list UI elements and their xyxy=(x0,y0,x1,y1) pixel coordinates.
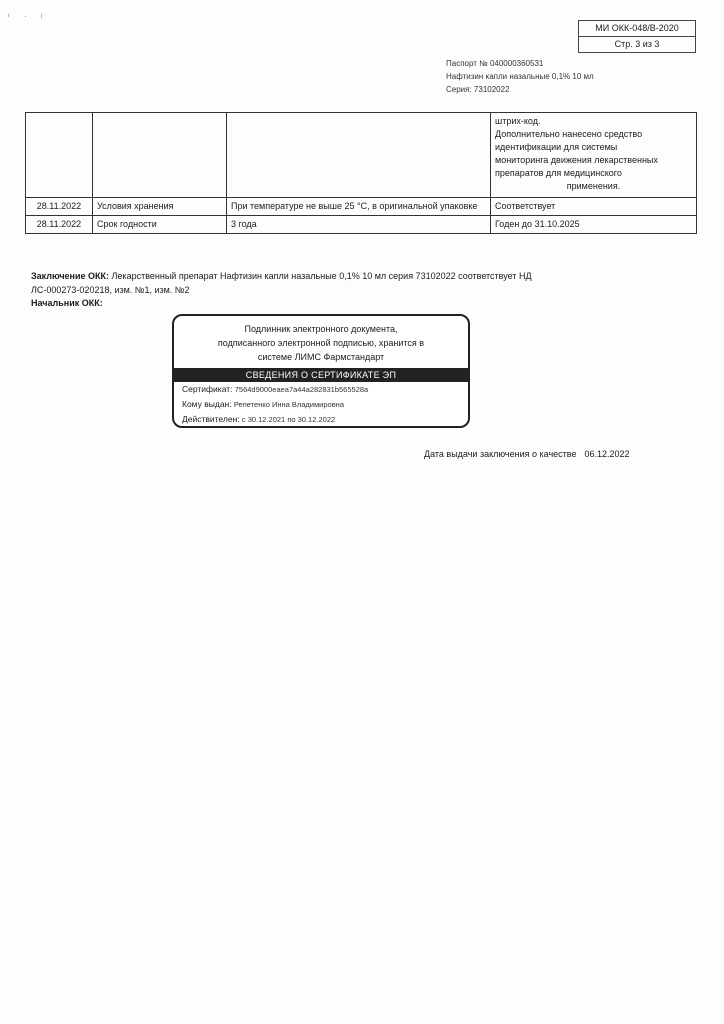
conclusion-text: Лекарственный препарат Нафтизин капли назальные 0,1% 10 мл серия 73102022 соответствует НД ЛС-000273-020218, изм. №1, изм. №2 xyxy=(31,271,532,295)
table-cell-date: 28.11.2022 xyxy=(26,216,93,234)
table-cell-result: Годен до 31.10.2025 xyxy=(491,216,697,234)
certificate-label: Сертификат: xyxy=(182,384,233,394)
table-cell-name: Условия хранения xyxy=(93,198,227,216)
validity-value: с 30.12.2021 по 30.12.2022 xyxy=(241,415,336,424)
issue-date-value: 06.12.2022 xyxy=(584,449,630,459)
result-line: штрих-код. xyxy=(495,116,541,126)
table-cell-requirement xyxy=(227,113,491,198)
table-cell-date: 28.11.2022 xyxy=(26,198,93,216)
validity-label: Действителен: xyxy=(182,414,240,424)
passport-number: Паспорт № 040000360531 xyxy=(446,59,544,68)
series-number: Серия: 73102022 xyxy=(446,85,510,94)
passport-info xyxy=(446,57,594,96)
table-cell-result xyxy=(491,113,697,198)
stamp-line: подписанного электронной подписью, хранится в xyxy=(217,338,425,348)
document-code: МИ ОКК-048/В-2020 xyxy=(595,23,679,33)
result-line: применения. xyxy=(566,181,621,191)
certificate-value: 7564d9000eaea7a44a282831b565528a xyxy=(234,385,369,394)
e-signature-stamp xyxy=(172,314,470,428)
result-line: мониторинга движения лекарственных xyxy=(495,155,658,165)
issued-to-row xyxy=(174,397,468,412)
document-code-box xyxy=(578,20,696,53)
scan-corner-marks: ʳ · ʲ xyxy=(8,12,49,21)
issue-date-label: Дата выдачи заключения о качестве xyxy=(424,449,577,459)
issue-date xyxy=(424,449,630,459)
stamp-original-note xyxy=(174,322,468,364)
stamp-title-bar: СВЕДЕНИЯ О СЕРТИФИКАТЕ ЭП xyxy=(174,368,468,382)
stamp-line: системе ЛИМС Фармстандарт xyxy=(257,352,385,362)
results-table xyxy=(25,112,697,234)
table-cell-result: Соответствует xyxy=(491,198,697,216)
table-cell-name: Срок годности xyxy=(93,216,227,234)
table-cell-requirement: 3 года xyxy=(227,216,491,234)
conclusion-paragraph xyxy=(31,270,551,297)
certificate-row xyxy=(174,382,468,397)
table-row xyxy=(26,216,697,234)
validity-row xyxy=(174,412,468,427)
table-cell-requirement: При температуре не выше 25 °С, в оригинальной упаковке xyxy=(227,198,491,216)
table-row xyxy=(26,198,697,216)
stamp-line: Подлинник электронного документа, xyxy=(244,324,398,334)
chief-label: Начальник ОКК: xyxy=(31,298,103,308)
issued-to-label: Кому выдан: xyxy=(182,399,232,409)
result-line: идентификации для системы xyxy=(495,142,618,152)
product-name: Нафтизин капли назальные 0,1% 10 мл xyxy=(446,72,594,81)
table-cell-name xyxy=(93,113,227,198)
table-row xyxy=(26,113,697,198)
page-number: Стр. 3 из 3 xyxy=(579,36,695,52)
result-line: препаратов для медицинского xyxy=(495,168,622,178)
table-cell-date xyxy=(26,113,93,198)
result-line: Дополнительно нанесено средство xyxy=(495,129,643,139)
issued-to-value: Репетенко Инна Владимировна xyxy=(233,400,344,409)
conclusion-label: Заключение ОКК: xyxy=(31,271,110,281)
